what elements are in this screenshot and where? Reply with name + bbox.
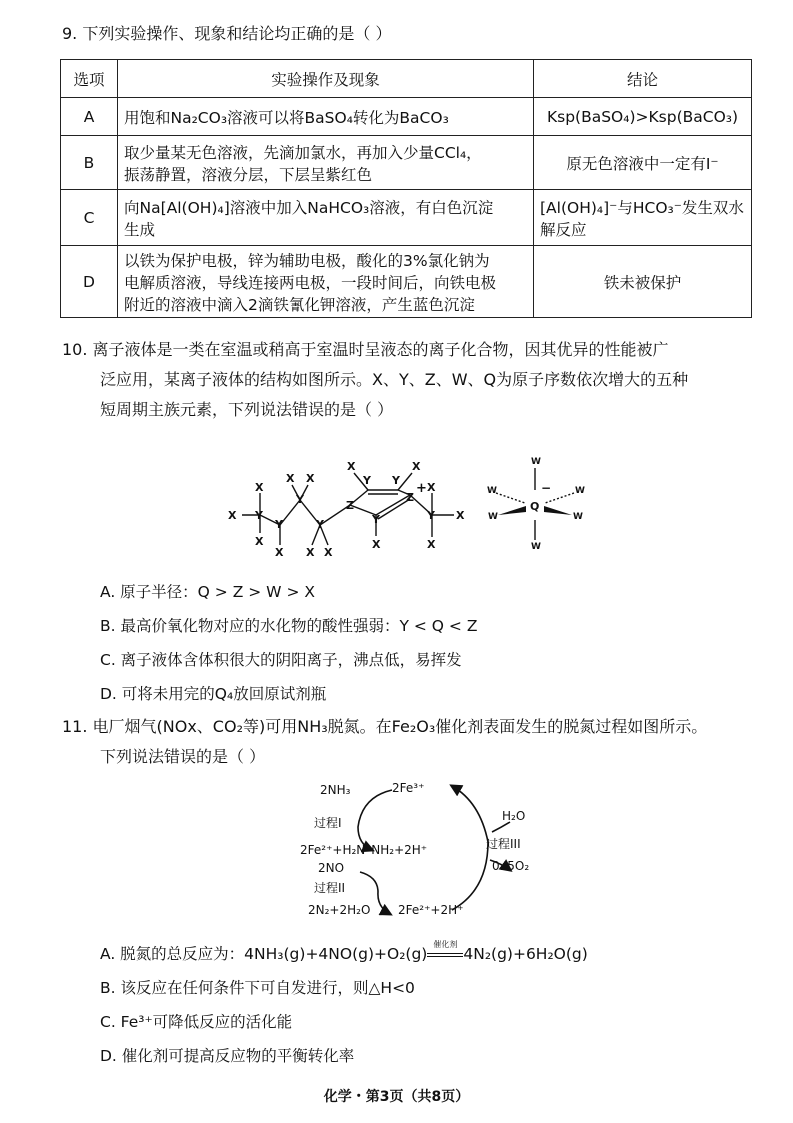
atom-y: Y: [296, 493, 304, 506]
q11-stem: [62, 712, 707, 772]
conclusion-text: 原无色溶液中一定有I⁻: [534, 136, 752, 190]
q10-option-c: C. 离子液体含体积很大的阴阳离子，沸点低，易挥发: [100, 651, 462, 669]
atom-x: X: [347, 460, 356, 473]
label-step2: 过程II: [314, 881, 346, 895]
atom-y: Y: [363, 474, 371, 487]
option-label: C: [61, 190, 118, 246]
q11-option-c: C. Fe³⁺可降低反应的活化能: [100, 1013, 293, 1031]
table-row: [61, 190, 752, 246]
page-footer: 化学・第3页（共8页）: [323, 1089, 470, 1105]
option-label: B: [61, 136, 118, 190]
atom-y: Y: [316, 518, 324, 531]
q10-line: 短周期主族元素，下列说法错误的是（ ）: [100, 400, 394, 419]
label-h2o: H₂O: [502, 809, 526, 823]
label-nh3: 2NH₃: [320, 783, 351, 797]
atom-z: Z: [406, 491, 414, 504]
header-conclusion: 结论: [534, 60, 752, 98]
atom-y: Y: [372, 513, 380, 526]
q11-option-b: B. 该反应在任何条件下可自发进行，则△H<0: [100, 979, 415, 997]
q9-stem: 9. 下列实验操作、现象和结论均正确的是（ ）: [62, 24, 392, 43]
equation-products: 4N₂(g)+6H₂O(g): [463, 945, 588, 963]
q9-table: [60, 59, 752, 318]
label-o2: 0. 5O₂: [492, 859, 530, 873]
atom-y: Y: [275, 518, 283, 531]
label-intermediate: 2Fe²⁺+H₂N–NH₂+2H⁺: [300, 843, 428, 857]
operation-line: 生成: [124, 220, 156, 239]
q10-stem: [62, 335, 688, 425]
atom-x: X: [255, 535, 264, 548]
q10-option-a: A. 原子半径：Q > Z > W > X: [100, 583, 315, 601]
operation-line: 附近的溶液中滴入2滴铁氰化钾溶液，产生蓝色沉淀: [124, 295, 475, 314]
operation-text: [118, 190, 534, 246]
ionic-liquid-structure: [220, 448, 600, 558]
atom-w: W: [531, 457, 541, 467]
atom-y: Y: [255, 509, 263, 522]
operation-text: [118, 98, 534, 136]
anion-charge: −: [541, 481, 552, 495]
atom-w: W: [487, 486, 497, 496]
atom-x: X: [275, 546, 284, 558]
operation-line: 取少量某无色溶液，先滴加氯水，再加入少量CCl₄，: [124, 143, 482, 162]
operation-line: 以铁为保护电极，锌为辅助电极，酸化的3%氯化钠为: [124, 251, 490, 270]
atom-y: Y: [427, 509, 435, 522]
header-operation: 实验操作及现象: [118, 60, 534, 98]
atom-x: X: [255, 481, 264, 494]
wedge-bond: [544, 506, 572, 515]
label-no: 2NO: [318, 861, 345, 875]
option-label: D: [61, 246, 118, 318]
table-row: [61, 136, 752, 190]
conclusion-text: [Al(OH)₄]⁻与HCO₃⁻发生双水解反应: [534, 190, 752, 246]
atom-x: X: [306, 472, 315, 485]
option-label: A: [61, 98, 118, 136]
atom-y: Y: [392, 474, 400, 487]
operation-line: 电解质溶液，导线连接两电极，一段时间后，向铁电极: [124, 273, 497, 292]
atom-z: Z: [346, 499, 354, 512]
atom-x: X: [456, 509, 465, 522]
atom-x: X: [306, 546, 315, 558]
q11-line: 11. 电厂烟气(NOx、CO₂等)可用NH₃脱氮。在Fe₂O₃催化剂表面发生的脱氮过程如图所示。: [62, 717, 708, 736]
label-fe3: 2Fe³⁺: [392, 781, 425, 795]
conclusion-text: Ksp(BaSO₄)>Ksp(BaCO₃): [534, 98, 752, 136]
atom-w: W: [531, 542, 541, 552]
operation-text: [118, 136, 534, 190]
q10-line: 10. 离子液体是一类在室温或稍高于室温时呈液态的离子化合物，因其优异的性能被广: [62, 340, 669, 359]
atom-w: W: [573, 512, 583, 522]
table-header-row: [61, 60, 752, 98]
atom-x: X: [324, 546, 333, 558]
q11-option-a: [100, 942, 588, 964]
wedge-bond: [498, 506, 526, 515]
operation-line: 向Na[Al(OH)₄]溶液中加入NaHCO₃溶液，有白色沉淀: [124, 198, 494, 217]
atom-x: X: [286, 472, 295, 485]
atom-x: X: [372, 538, 381, 551]
cation-charge: +: [416, 481, 427, 496]
q10-option-d: D. 可将未用完的Q₄放回原试剂瓶: [100, 685, 327, 703]
q10-line: 泛应用，某离子液体的结构如图所示。X、Y、Z、W、Q为原子序数依次增大的五种: [100, 370, 689, 389]
conclusion-text: 铁未被保护: [534, 246, 752, 318]
catalyst-arrow: [427, 940, 463, 964]
q10-option-b: B. 最高价氧化物对应的水化物的酸性强弱：Y < Q < Z: [100, 617, 478, 635]
atom-w: W: [575, 486, 585, 496]
label-products: 2N₂+2H₂O: [308, 903, 371, 917]
table-row: [61, 98, 752, 136]
table-row: [61, 246, 752, 318]
atom-q: Q: [530, 500, 540, 513]
atom-x: X: [412, 460, 421, 473]
operation-text: [118, 246, 534, 318]
q11-line: 下列说法错误的是（ ）: [100, 747, 266, 766]
denitration-cycle-diagram: [280, 772, 560, 932]
atom-x: X: [427, 538, 436, 551]
equation-reactants: A. 脱氮的总反应为：4NH₃(g)+4NO(g)+O₂(g): [100, 945, 428, 963]
atom-x: X: [427, 481, 436, 494]
header-option: 选项: [61, 60, 118, 98]
operation-line: 用饱和Na₂CO₃溶液可以将BaSO₄转化为BaCO₃: [124, 108, 449, 127]
q11-option-d: D. 催化剂可提高反应物的平衡转化率: [100, 1047, 355, 1065]
label-step1: 过程I: [314, 816, 342, 830]
label-fe2: 2Fe²⁺+2H⁺: [398, 903, 464, 917]
atom-w: W: [488, 512, 498, 522]
catalyst-label: 催化剂: [433, 940, 458, 949]
atom-x: X: [228, 509, 237, 522]
equals-sign: [427, 953, 463, 957]
label-step3: 过程III: [486, 837, 521, 851]
operation-line: 振荡静置，溶液分层，下层呈紫红色: [124, 165, 373, 184]
